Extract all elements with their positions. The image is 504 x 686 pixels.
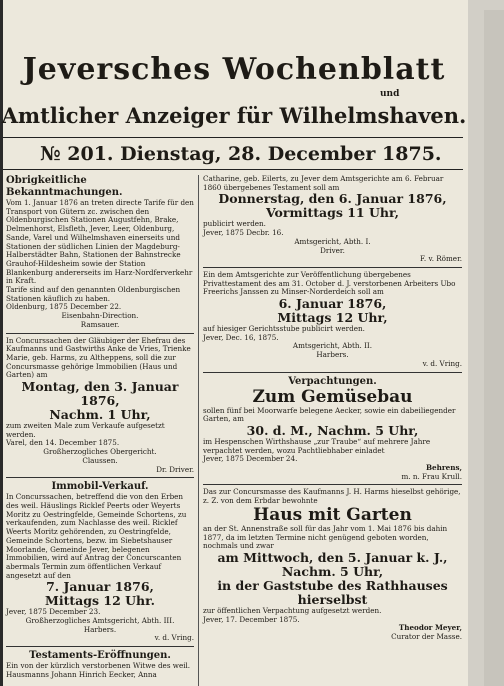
haus-place: in der Gaststube des Rathhauses [217,577,448,593]
testament-sign-1: Amtsgericht, Abth. I. [294,236,371,246]
masthead-title: Jeversches Wochenblatt [22,52,446,87]
haus-text-4: Jever, 17. December 1875. [203,614,300,624]
testament-sign-3: F. v. Römer. [420,254,462,264]
konkurs-text-2: zum zweiten Male zum Verkaufe aufgesetzt werden. [6,421,165,439]
gemuse-text: sollen fünf bei Moorwarfe belegene Aecker, sowie ein dabeiliegender Garten, am [203,405,456,424]
underlying-page-edge [484,10,504,686]
immobil-place: Jever, 1875 December 23. [6,607,101,617]
konkurs-time: Nachm. 1 Uhr, [49,407,151,423]
privat-sign-2: Harbers. [316,350,349,360]
immobil-sign-2: Harbers. [83,624,117,634]
immobil-sign-3: v. d. Vring. [154,633,194,643]
heading-bekanntmachungen: Obrigkeitliche Bekanntmachungen. [6,175,123,198]
immobil-sign-1: Großherzogliches Amtsgericht, Abth. III. [25,616,175,626]
haus-date: am Mittwoch, den 5. Januar k. J., [217,549,448,565]
testament-sign-2: Driver. [320,245,345,255]
bekannt-sign-1: Eisenbahn-Direction. [61,311,139,321]
testament-pub: publicirt werden. [203,219,266,229]
privat-text: Ein dem Amtsgerichte zur Veröffentlichung übergebenes Privattestament des am 31. October d. J. verstorbenen Arbeiters Ubo Freerichs Janssen zu Minser-Norderdeich soll am [203,269,456,297]
gemuse-sign-2: m. n. Frau Krull. [401,471,462,481]
divider [6,333,194,334]
haus-text: Das zur Concursmasse des Kaufmanns J. H. Harms hieselbst gehörige, z. Z. von dem Erbdar bewohnte [203,487,461,506]
masthead-rule-bottom [3,169,463,170]
bekannt-text-1: Vom 1. Januar 1876 an treten directe Tarife für den Transport von Gütern zc. zwischen den Oldenburgischen Stationen Augustfehn, Brake, Delmenhorst, Elsfleth, Jever, Leer, Oldenburg, Sande, Varel und Wilhelmshaven einerseits und Stationen der südlichen Linien der Magdeburg-Halberstädter Bahn, Stationen der Bahnstrecke Grauhof-Hildesheim sowie der Station Blankenburg andererseits im Harz-Nordferverkehr in Kraft. [6,198,194,286]
testament-date: Donnerstag, den 6. Januar 1876, [218,191,447,207]
heading-gemusebau: Zum Gemüsebau [252,386,413,407]
bekannt-date: Oldenburg, 1875 December 22. [6,302,122,312]
gemuse-sign-1: Behrens, [425,463,462,473]
privat-time: Mittags 12 Uhr, [277,310,388,326]
haus-time: Nachm. 5 Uhr, [281,563,384,579]
haus-text-2: an der St. Annenstraße soll für das Jahr vom 1. Mai 1876 bis dahin 1877, da im letzten Termine nicht genügend geboten worden, nochmals und zwar [203,523,448,551]
heading-haus-mit-garten: Haus mit Garten [253,504,412,525]
masthead-und: und [380,89,400,99]
gemuse-place: Jever, 1875 December 24. [203,454,298,464]
divider [6,646,194,647]
divider [203,372,462,373]
haus-hierselbst: hierselbst [297,591,368,607]
divider [203,267,462,268]
privat-sign-1: Amtsgericht, Abth. II. [292,341,373,351]
konkurs-text: In Concurssachen der Gläubiger der Ehefrau des Kaufmanns und Gastwirths Anke de Vries, Trienke Marie, geb. Harms, zu Altheppens, soll die zur Concursmasse gehörige Immobilien (Haus und Garten) am [6,335,191,380]
testament-time: Vormittags 11 Uhr, [266,205,399,221]
gemuse-date: 30. d. M., Nachm. 5 Uhr, [246,422,419,438]
privat-text-3: Jever, Dec. 16, 1875. [203,332,279,342]
privat-sign-3: v. d. Vring. [422,358,462,368]
masthead-subtitle: Amtlicher Anzeiger für Wilhelmshaven. [1,103,467,128]
haus-sign-2: Curator der Masse. [391,632,462,642]
divider [6,477,194,478]
testament-text: Ein von der kürzlich verstorbenen Witwe des weil. Hausmanns Johann Hinrich Eecker, Anna [6,661,191,679]
gemuse-text-2: im Hespenschen Wirthshause „zur Traube“ auf mehrere Jahre verpachtet werden, wozu Pachtliebhaber einladet [203,436,431,455]
testament-cont: Catharine, geb. Eilerts, zu Jever dem Amtsgerichte am 6. Februar 1860 übergebenes Testament soll am [203,174,444,192]
bekannt-text-2: Tarife sind auf den genannten Oldenburgischen Stationen käuflich zu haben. [6,285,181,303]
konkurs-sign-2: Claussen. [82,455,118,465]
issue-line: № 201. Dienstag, 28. December 1875. [40,143,442,165]
konkurs-sign-3: Dr. Driver. [156,464,194,474]
heading-verpachtungen: Verpachtungen. [288,375,377,387]
privat-date: 6. Januar 1876, [278,296,387,312]
haus-text-3: zur öffentlichen Verpachtung aufgesetzt werden. [203,605,382,615]
testament-place: Jever, 1875 Decbr. 16. [203,228,284,238]
bekannt-sign-2: Ramsauer. [80,319,120,329]
left-column [6,175,194,680]
konkurs-sign-1: Großherzogliches Obergericht. [43,447,157,457]
immobil-date: 7. Januar 1876, [46,579,154,595]
immobil-text: In Concurssachen, betreffend die von den Erben des weil. Häuslings Ricklef Peerts oder Weyerts Moritz zu Oestringfelde, Gemeinde Schortens, zu verkaufenden, zum Nachlasse des weil. Ricklef Weerts Moritz gehörenden, zu Oestringfelde, Gemeinde Schortens, bezw. im Siebetshauser Moorlande, Gemeinde Jever, belegenen Immobilien, wird auf Antrag der Concurscanten abermals Termin zum öffentlichen Verkauf angesetzt auf den [6,492,187,580]
right-column [203,175,462,642]
konkurs-text-3: Varel, den 14. December 1875. [6,438,120,448]
privat-text-2: auf hiesiger Gerichtsstube publicirt werden. [203,324,365,334]
divider [203,484,462,485]
heading-testaments: Testaments-Eröffnungen. [29,650,171,662]
masthead-rule-top [3,137,463,138]
konkurs-date: Montag, den 3. Januar 1876, [21,379,179,409]
immobil-time: Mittags 12 Uhr. [45,593,155,609]
column-separator [198,175,199,686]
haus-sign-1: Theodor Meyer, [398,623,462,633]
heading-immobil-verkauf: Immobil-Verkauf. [51,481,149,493]
